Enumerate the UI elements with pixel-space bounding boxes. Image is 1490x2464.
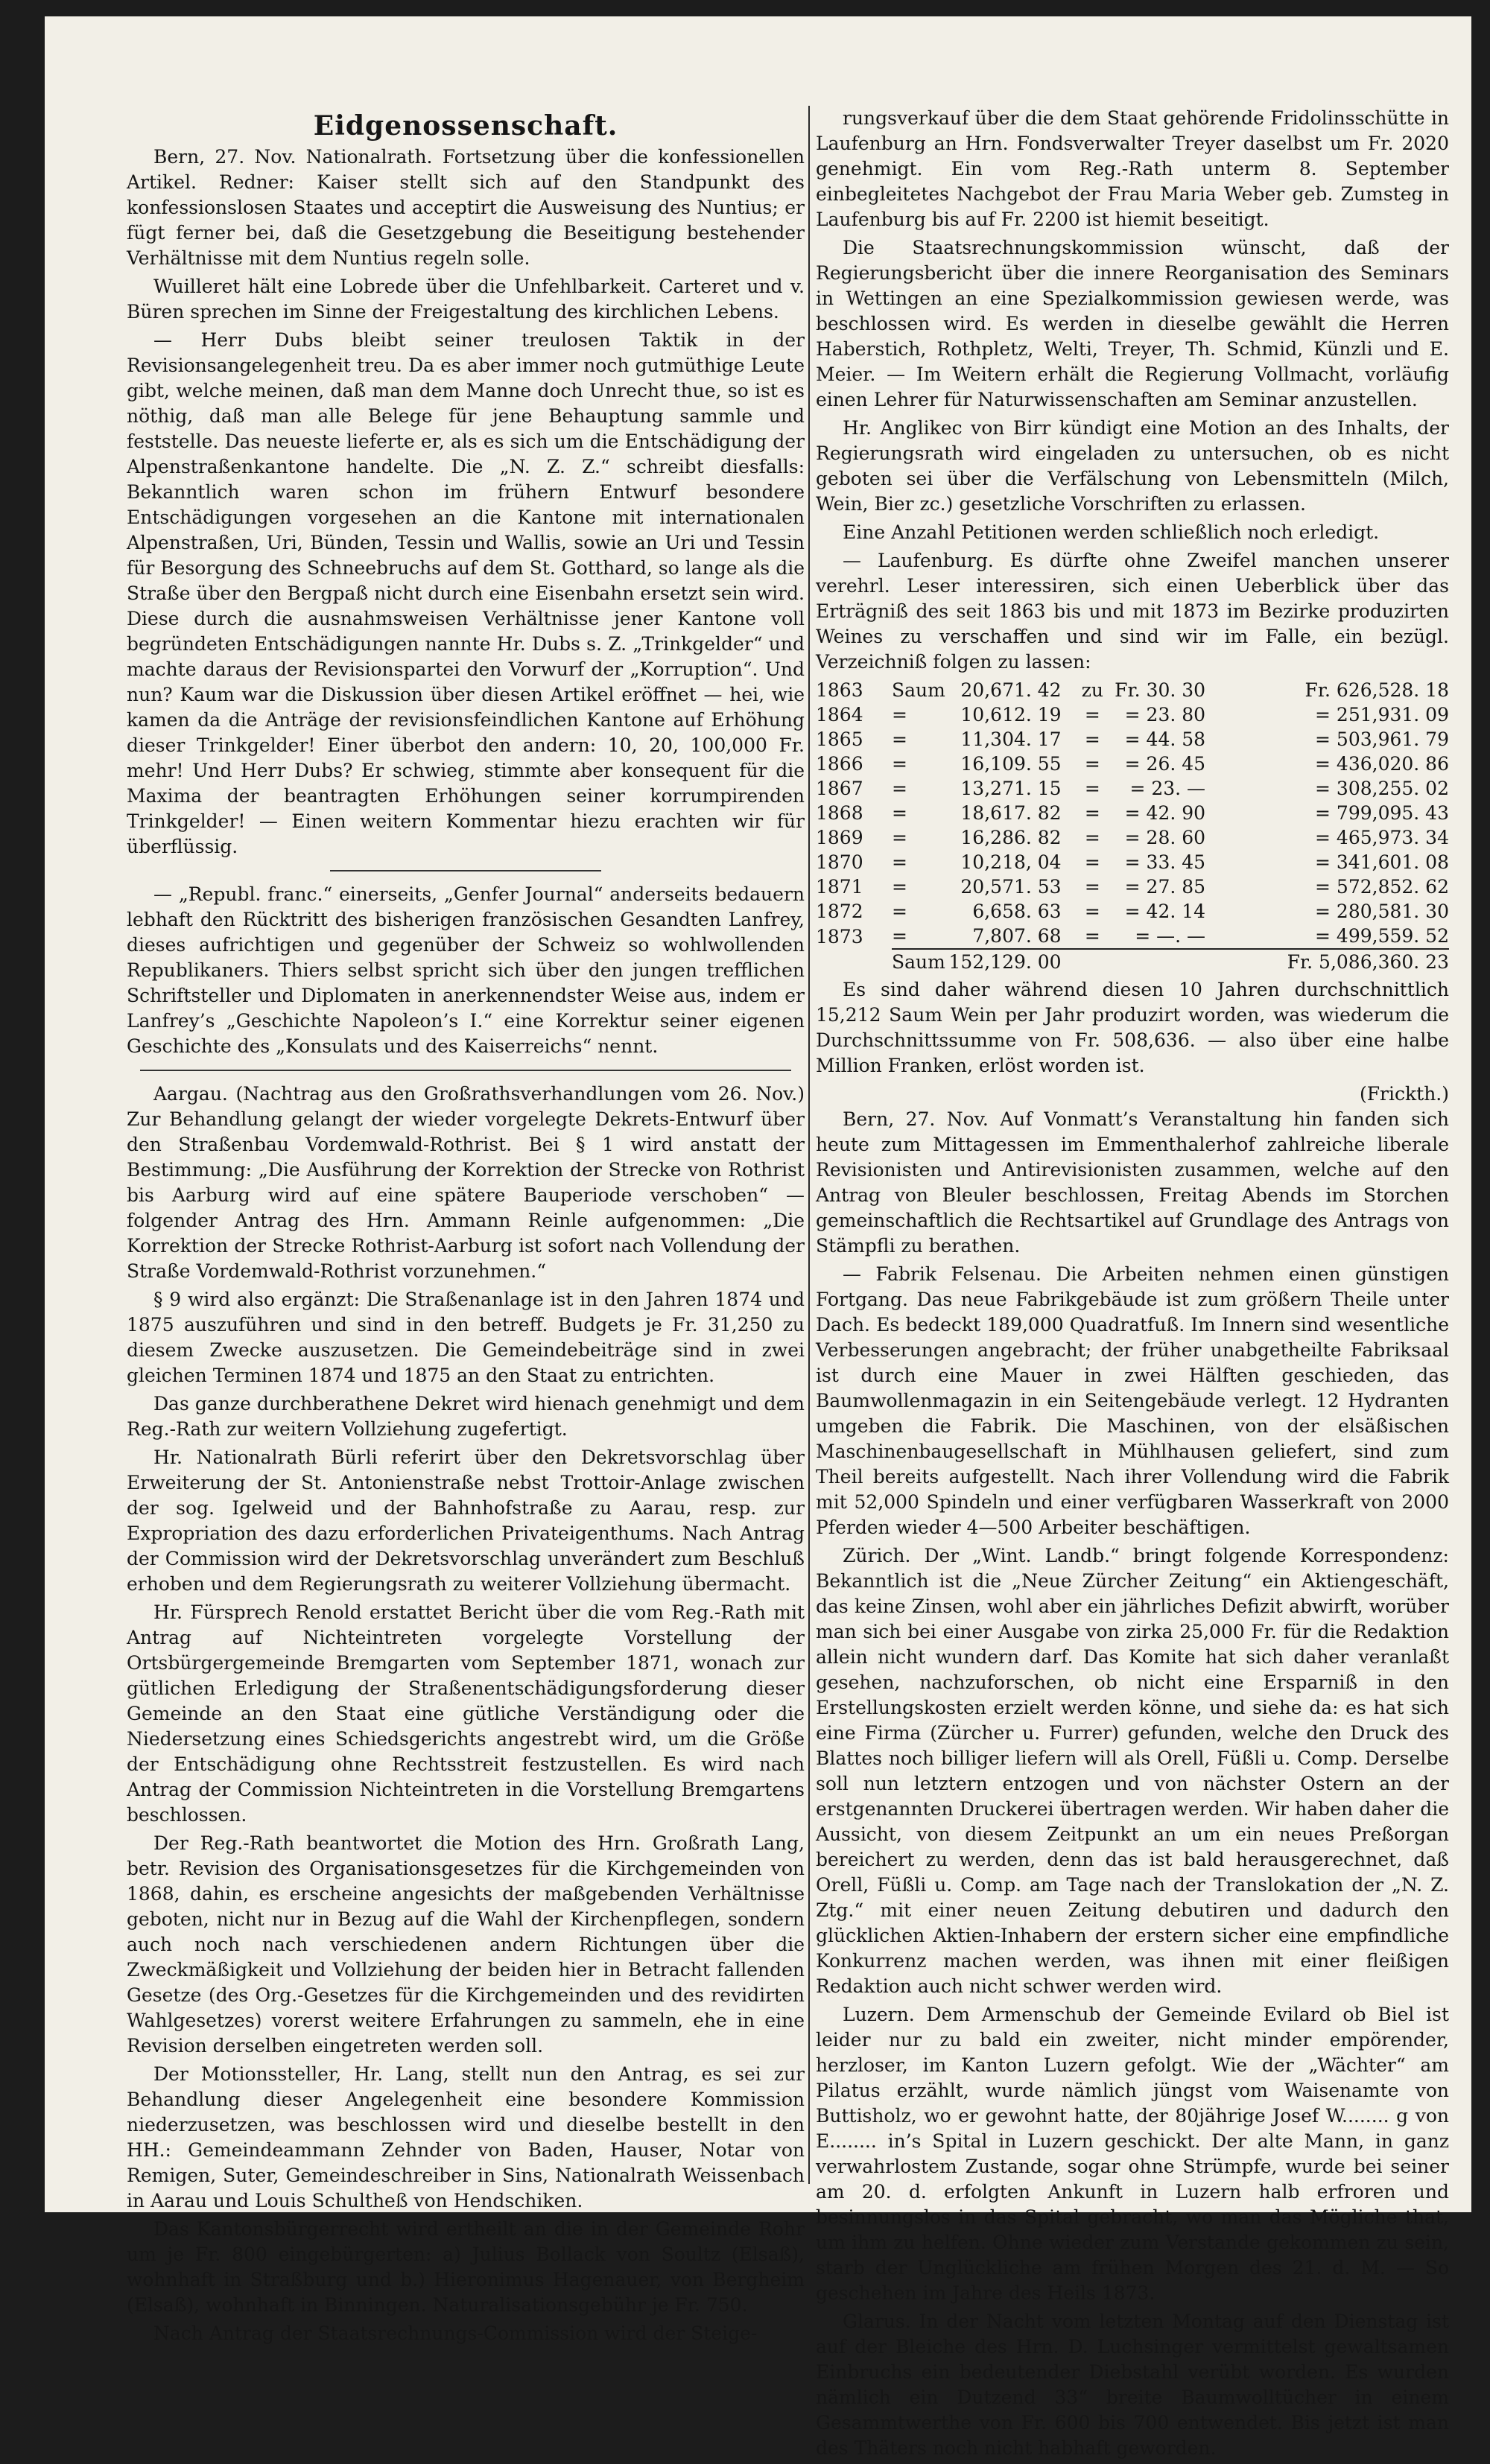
cell-price: = —. — xyxy=(1135,925,1206,947)
article-paragraph: Luzern. Dem Armenschub der Gemeinde Evilard ob Biel ist leider nur zu bald ein zweiter, nicht minder empörender, herzloser, im Kanton Luzern gefolgt. Wie der „Wächter“ am Pilatus erzählt, wurde nämlich jüngst vom Waisenamte von Buttisholz, wo er gewohnt hatte, der 80jährige Josef W........ g von E........ in’s Spital in Luzern geschickt. Der alte Mann, in ganz verwahrlostem Zustande, sogar ohne Strümpfe, wurde bei seiner am 20. d. erfolgten Ankunft in Luzern halb erfroren und besinnungslos in das Spital gebracht, wo man das Mögliche that, um ihm zu helfen. Ohne wieder zum Verstande gekommen zu sein, starb der Unglückliche am frühen Morgen des 21. d. M. — So geschehen im Jahre des Heils 1873. xyxy=(816,2004,1449,2304)
cell-unit: = xyxy=(892,728,907,750)
table-row xyxy=(816,850,1449,874)
cell-year: 1870 xyxy=(816,851,863,873)
cell-ditto: = xyxy=(1084,753,1100,775)
cell-price: = 42. 14 xyxy=(1124,901,1206,922)
cell-total: = 436,020. 86 xyxy=(1315,753,1449,775)
cell-amount: 16,109. 55 xyxy=(960,753,1062,775)
cell-unit: = xyxy=(892,753,907,775)
cell-year: 1863 xyxy=(816,679,863,701)
cell-total: = 465,973. 34 xyxy=(1315,827,1449,848)
left-column xyxy=(127,110,805,2349)
article-paragraph: Aargau. (Nachtrag aus den Großrathsverhandlungen vom 26. Nov.) Zur Behandlung gelangt der wieder vorgelegte Dekrets-Entwurf über den Straßenbau Vordemwald-Rothrist. Bei § 1 wird anstatt der Bestimmung: „Die Ausführung der Korrektion der Strecke von Rothrist bis Aarburg wird auf eine spätere Bauperiode verschoben“ — folgender Antrag des Hrn. Ammann Reinle aufgenommen: „Die Korrektion der Strecke Rothrist-Aarburg ist sofort nach Vollendung der Straße Vordemwald-Rothrist vorzunehmen.“ xyxy=(127,1083,805,1282)
article-paragraph: — Laufenburg. Es dürfte ohne Zweifel manchen unserer verehrl. Leser interessiren, sich einen Ueberblick über das Erträgniß des seit 1863 bis und mit 1873 im Bezirke produzirten Weines zu verschaffen und sind wir im Falle, ein bezügl. Verzeichniß folgen zu lassen: xyxy=(816,550,1449,673)
cell-unit: = xyxy=(892,778,907,799)
left-group-2 xyxy=(127,882,805,1059)
cell-amount: 11,304. 17 xyxy=(960,728,1062,750)
right-group-3 xyxy=(816,1107,1449,2461)
article-paragraph: Glarus. In der Nacht vom letzten Montag auf den Dienstag ist auf der Bleiche des Hrn. D. Luchsinger vermittelst gewaltsamen Einbruchs ein bedeutender Diebstahl verübt worden. Es wurden nämlich ein Dutzend 33“ breite Baumwolltücher in einem Gesammtwerthe von Fr. 600 bis 700 entwendet. Bis jetzt ist man des Thäters noch nicht habhaft geworden. xyxy=(816,2311,1449,2459)
cell-ditto: = xyxy=(1084,876,1100,898)
cell-ditto: = xyxy=(1084,901,1100,922)
cell-price: = 28. 60 xyxy=(1124,827,1206,848)
table-row xyxy=(816,924,1449,949)
total-total: Fr. 5,086,360. 23 xyxy=(1216,949,1449,974)
cell-ditto: = xyxy=(1084,778,1100,799)
article-paragraph: Der Reg.-Rath beantwortet die Motion des Hrn. Großrath Lang, betr. Revision des Organisationsgesetzes für die Kirchgemeinden von 1868, dahin, es erscheine angesichts der maßgebenden Verhältnisse geboten, nicht nur in Bezug auf die Wahl der Kirchenpflegen, sondern auch noch nach verschiedenen andern Richtungen über die Zweckmäßigkeit und Vollziehung der beiden hier in Betracht fallenden Gesetze (des Org.-Gesetzes für die Kirchgemeinden und des revidirten Wahlgesetzes) vorerst weitere Erfahrungen zu sammeln, ehe in eine Revision derselben eingetreten werden soll. xyxy=(127,1832,805,2057)
article-paragraph: — Fabrik Felsenau. Die Arbeiten nehmen einen günstigen Fortgang. Das neue Fabrikgebäude ist zum größern Theile unter Dach. Es bedeckt 189,000 Quadratfuß. Im Innern sind wesentliche Verbesserungen angebracht; der früher unabgetheilte Fabriksaal ist durch eine Mauer in zwei Hälften geschieden, das Baumwollenmagazin in ein Seitengebäude verlegt. 12 Hydranten umgeben die Fabrik. Die Maschinen, von der elsäßischen Maschinenbaugesellschaft in Mühlhausen geliefert, sind zum Theil bereits aufgestellt. Nach ihrer Vollendung wird die Fabrik mit 52,000 Spindeln und einer verfügbaren Wasserkraft von 2000 Pferden wieder 4—500 Arbeiter beschäftigen. xyxy=(816,1263,1449,1538)
table-row xyxy=(816,825,1449,850)
article-paragraph: Der Motionssteller, Hr. Lang, stellt nun den Antrag, es sei zur Behandlung dieser Angelegenheit eine besondere Kommission niederzusetzen, was beschlossen wird und dieselbe bestellt in den HH.: Gemeindeammann Zehnder von Baden, Hauser, Notar von Remigen, Suter, Gemeindeschreiber in Sins, Nationalrath Weissenbach in Aarau und Louis Schultheß von Hendschiken. xyxy=(127,2063,805,2211)
article-paragraph: — „Republ. franc.“ einerseits, „Genfer Journal“ anderseits bedauern lebhaft den Rücktritt des bisherigen französischen Gesandten Lanfrey, dieses aufrichtigen und gegenüber der Schweiz so wohlwollenden Republikaners. Thiers selbst spricht sich über den jungen trefflichen Schriftsteller und Diplomaten in anerkennendster Weise aus, indem er Lanfrey’s „Geschichte Napoleon’s I.“ eine Korrektur seiner eigenen Geschichte des „Konsulats und des Kaiserreichs“ nennt. xyxy=(127,883,805,1057)
cell-total: = 503,961. 79 xyxy=(1315,728,1449,750)
cell-amount: 18,617. 82 xyxy=(960,802,1062,824)
cell-amount: 6,658. 63 xyxy=(972,901,1062,922)
cell-total: = 251,931. 09 xyxy=(1315,704,1449,725)
cell-price: Fr. 30. 30 xyxy=(1115,679,1206,701)
article-paragraph: Hr. Fürsprech Renold erstattet Bericht über die vom Reg.-Rath mit Antrag auf Nichteintreten vorgelegte Vorstellung der Ortsbürgergemeinde Bremgarten vom September 1871, wonach zur gütlichen Erledigung der Straßenentschädigungsforderung dieser Gemeinde an den Staat eine gütliche Verständigung oder die Niedersetzung eines Schiedsgerichts angestrebt wird, um die Größe der Entschädigung ohne Rechtsstreit festzustellen. Es wird nach Antrag der Commission Nichteintreten in die Vorstellung Bremgartens beschlossen. xyxy=(127,1601,805,1826)
total-empty xyxy=(1115,949,1216,974)
separator-full xyxy=(140,1070,791,1071)
cell-price: = 23. 80 xyxy=(1124,704,1206,725)
article-paragraph: Das ganze durchberathene Dekret wird hienach genehmigt und dem Reg.-Rath zur weitern Vollziehung zugefertigt. xyxy=(127,1393,805,1440)
cell-unit: = xyxy=(892,802,907,824)
cell-amount: 7,807. 68 xyxy=(972,925,1062,947)
table-row xyxy=(816,752,1449,776)
article-paragraph: Hr. Anglikec von Birr kündigt eine Motion an des Inhalts, der Regierungsrath wird eingeladen zu untersuchen, ob es nicht geboten sei über die Verfälschung von Lebensmitteln (Milch, Wein, Bier zc.) gesetzliche Vorschriften zu erlassen. xyxy=(816,417,1449,515)
cell-year: 1865 xyxy=(816,728,863,750)
article-paragraph: Es sind daher während diesen 10 Jahren durchschnittlich 15,212 Saum Wein per Jahr produzirt worden, was wiederum die Durchschnittssumme von Fr. 508,636. — also über eine halbe Million Franken, erlöst worden ist. xyxy=(816,979,1449,1076)
cell-year: 1868 xyxy=(816,802,863,824)
article-paragraph: Die Staatsrechnungskommission wünscht, daß der Regierungsbericht über die innere Reorganisation des Seminars in Wettingen an eine Spezialkommission gewiesen werde, was beschlossen wird. Es werden in dieselbe gewählt die Herren Haberstich, Rothpletz, Welti, Treyer, Th. Schmid, Künzli und E. Meier. — Im Weitern erhält die Regierung Vollmacht, vorläufig einen Lehrer für Naturwissenschaften am Seminar anzustellen. xyxy=(816,237,1449,410)
cell-unit: Saum xyxy=(892,679,945,701)
table-row xyxy=(816,678,1449,702)
cell-ditto: = xyxy=(1084,827,1100,848)
cell-amount: 10,612. 19 xyxy=(960,704,1062,725)
cell-year: 1873 xyxy=(816,925,863,947)
table-row xyxy=(816,899,1449,924)
cell-ditto: = xyxy=(1084,851,1100,873)
table-row xyxy=(816,874,1449,899)
right-column xyxy=(816,106,1449,2464)
separator-short xyxy=(330,870,601,871)
table-total-row xyxy=(816,949,1449,974)
cell-total: = 499,559. 52 xyxy=(1315,925,1449,947)
article-paragraph: Zürich. Der „Wint. Landb.“ bringt folgende Korrespondenz: Bekanntlich ist die „Neue Zürcher Zeitung“ ein Aktiengeschäft, das keine Zinsen, wohl aber ein jährliches Defizit abwirft, worüber man sich bei einer Ausgabe von zirka 25,000 Fr. für die Redaktion allein nicht wundern darf. Das Komite hat sich daher veranlaßt gesehen, nachzuforschen, ob nicht eine Ersparniß in den Erstellungskosten erzielt werden könne, und siehe da: es hat sich eine Firma (Zürcher u. Furrer) gefunden, welche den Druck des Blattes noch billiger liefern will als Orell, Füßli u. Comp. Derselbe soll nun letztern entzogen und von nächster Ostern an der erstgenannten Druckerei übertragen werden. Wir haben daher die Aussicht, von diesem Zeitpunkt an um ein neues Preßorgan bereichert zu werden, denn das ist bald herausgerechnet, daß Orell, Füßli u. Comp. am Tage nach der Translokation der „N. Z. Ztg.“ mit einer neuen Zeitung debutiren und dadurch den glücklichen Aktien-Inhabern der erstern sicher eine empfindliche Konkurrenz machen werden, was ihnen mit einer fleißigen Redaktion auch nicht schwer werden wird. xyxy=(816,1545,1449,1997)
table-row xyxy=(816,702,1449,727)
column-divider xyxy=(808,106,810,2184)
cell-price: = 44. 58 xyxy=(1124,728,1206,750)
cell-year: 1871 xyxy=(816,876,863,898)
right-group-1 xyxy=(816,106,1449,675)
cell-price: = 27. 85 xyxy=(1124,876,1206,898)
cell-amount: 13,271. 15 xyxy=(960,778,1062,799)
cell-ditto: = xyxy=(1084,728,1100,750)
article-paragraph: Das Kantonsbürgerrecht wird ertheilt an die in der Gemeinde Rohr um je Fr. 800 eingebürgerten: a) Julius Bollack von Soultz (Elsaß), wohnhaft in Straßburg und b.) Hieronimus Hagenauer, von Bergheim (Elsaß), wohnhaft in Binningen. Naturalisationsgebühr je Fr. 750. xyxy=(127,2218,805,2316)
cell-price: = 33. 45 xyxy=(1124,851,1206,873)
cell-total: = 799,095. 43 xyxy=(1315,802,1449,824)
section-heading: Eidgenossenschaft. xyxy=(313,110,618,142)
wine-yield-table xyxy=(816,678,1449,974)
cell-unit: = xyxy=(892,925,907,947)
cell-unit: = xyxy=(892,827,907,848)
article-paragraph: — Herr Dubs bleibt seiner treulosen Taktik in der Revisionsangelegenheit treu. Da es aber immer noch gutmüthige Leute gibt, welche meinen, daß man dem Manne doch Unrecht thue, so ist es nöthig, daß man alle Belege für jene Behauptung sammle und feststelle. Das neueste lieferte er, als es sich um die Entschädigung der Alpenstraßenkantone handelte. Die „N. Z. Z.“ schreibt diesfalls: Bekanntlich waren schon im frühern Entwurf besondere Entschädigungen vorgesehen an die Kantone mit internationalen Alpenstraßen, Uri, Bünden, Tessin und Wallis, sowie an Uri und Tessin für Besorgung des Schneebruchs auf dem St. Gotthard, so lange als die Straße über den Bergpaß nicht durch eine Eisenbahn ersetzt sein wird. Diese durch die ausnahmsweisen Verhältnisse jener Kantone voll begründeten Entschädigungen nannte Hr. Dubs s. Z. „Trinkgelder“ und machte daraus der Revisionspartei den Vorwurf der „Korruption“. Und nun? Kaum war die Diskussion über diesen Artikel eröffnet — hei, wie kamen da die Anträge der revisionsfeindlichen Kantone auf Erhöhung dieser Trinkgelder! Einer überbot den andern: 10, 20, 100,000 Fr. mehr! Und Herr Dubs? Er schwieg, stimmte aber konsequent für die Maxima der beantragten Erhöhungen seiner korrumpirenden Trinkgelder! — Einen weitern Kommentar hiezu erachten wir für überflüssig. xyxy=(127,329,805,857)
cell-total: Fr. 626,528. 18 xyxy=(1304,679,1449,701)
cell-price: = 26. 45 xyxy=(1124,753,1206,775)
right-group-2 xyxy=(816,977,1449,1079)
article-paragraph: Wuilleret hält eine Lobrede über die Unfehlbarkeit. Carteret und v. Büren sprechen im Sinne der Freigestaltung des kirchlichen Lebens. xyxy=(127,276,805,323)
cell-amount: 16,286. 82 xyxy=(960,827,1062,848)
cell-ditto: = xyxy=(1084,925,1100,947)
newspaper-page xyxy=(45,16,1471,2459)
cell-amount: 20,571. 53 xyxy=(960,876,1062,898)
total-empty xyxy=(1071,949,1115,974)
cell-year: 1864 xyxy=(816,704,863,725)
article-paragraph: Bern, 27. Nov. Auf Vonmatt’s Veranstaltung hin fanden sich heute zum Mittagessen im Emmenthalerhof zahlreiche liberale Revisionisten und Antirevisionisten zusammen, welche auf den Antrag von Bleuler beschlossen, Freitag Abends im Storchen gemeinschaftlich die Rechtsartikel auf Grundlage des Antrags von Stämpfli zu berathen. xyxy=(816,1108,1449,1257)
total-amount: 152,129. 00 xyxy=(949,949,1071,974)
cell-year: 1866 xyxy=(816,753,863,775)
cell-unit: = xyxy=(892,876,907,898)
cell-price: = 42. 90 xyxy=(1124,802,1206,824)
cell-amount: 10,218, 04 xyxy=(960,851,1062,873)
cell-year: 1867 xyxy=(816,778,863,799)
cell-year: 1869 xyxy=(816,827,863,848)
cell-unit: = xyxy=(892,851,907,873)
table-row xyxy=(816,776,1449,801)
cell-ditto: zu xyxy=(1081,679,1103,701)
cell-total: = 280,581. 30 xyxy=(1315,901,1449,922)
table-row xyxy=(816,801,1449,825)
article-paragraph: Nach Antrag der Staatsrechnungs-Commission wird der Steige- xyxy=(153,2322,758,2344)
cell-unit: = xyxy=(892,704,907,725)
cell-unit: = xyxy=(892,901,907,922)
cell-amount: 20,671. 42 xyxy=(960,679,1062,701)
cell-ditto: = xyxy=(1084,802,1100,824)
cell-total: = 308,255. 02 xyxy=(1315,778,1449,799)
article-paragraph: Bern, 27. Nov. Nationalrath. Fortsetzung über die konfessionellen Artikel. Redner: Kaiser stellt sich auf den Standpunkt des konfessionslosen Staates und acceptirt die Ausweisung des Nuntius; er fügt ferner bei, daß die Gesetzgebung die Beseitigung bestehender Verhältnisse mit dem Nuntius regeln solle. xyxy=(127,146,805,269)
left-group-3 xyxy=(127,1082,805,2346)
total-empty xyxy=(816,949,892,974)
left-group-1 xyxy=(127,145,805,860)
source-signature: (Frickth.) xyxy=(1359,1083,1449,1105)
cell-ditto: = xyxy=(1084,704,1100,725)
article-paragraph: Hr. Nationalrath Bürli referirt über den Dekretsvorschlag über Erweiterung der St. Antonienstraße nebst Trottoir-Anlage zwischen der sog. Igelweid und der Bahnhofstraße zu Aarau, resp. zur Expropriation des dazu erforderlichen Privateigenthums. Nach Antrag der Commission wird der Dekretsvorschlag unverändert zum Beschluß erhoben und dem Regierungsrath zu weiterer Vollziehung übermacht. xyxy=(127,1447,805,1595)
total-unit: Saum xyxy=(892,949,949,974)
article-paragraph: § 9 wird also ergänzt: Die Straßenanlage ist in den Jahren 1874 und 1875 auszuführen und sind in den betreff. Budgets je Fr. 31,250 zu diesem Zwecke auszusetzen. Die Gemeindebeiträge sind in zwei gleichen Terminen 1874 und 1875 an den Staat zu entrichten. xyxy=(127,1289,805,1386)
cell-price: = 23. — xyxy=(1129,778,1206,799)
cell-total: = 341,601. 08 xyxy=(1315,851,1449,873)
table-row xyxy=(816,727,1449,752)
article-paragraph: Eine Anzahl Petitionen werden schließlich noch erledigt. xyxy=(843,521,1380,543)
article-paragraph: rungsverkauf über die dem Staat gehörende Fridolinsschütte in Laufenburg an Hrn. Fondsverwalter Treyer daselbst um Fr. 2020 genehmigt. Ein vom Reg.-Rath unterm 8. September einbegleitetes Nachgebot der Frau Maria Weber geb. Zumsteg in Laufenburg bis auf Fr. 2200 ist hiemit beseitigt. xyxy=(816,107,1449,230)
cell-year: 1872 xyxy=(816,901,863,922)
cell-total: = 572,852. 62 xyxy=(1315,876,1449,898)
